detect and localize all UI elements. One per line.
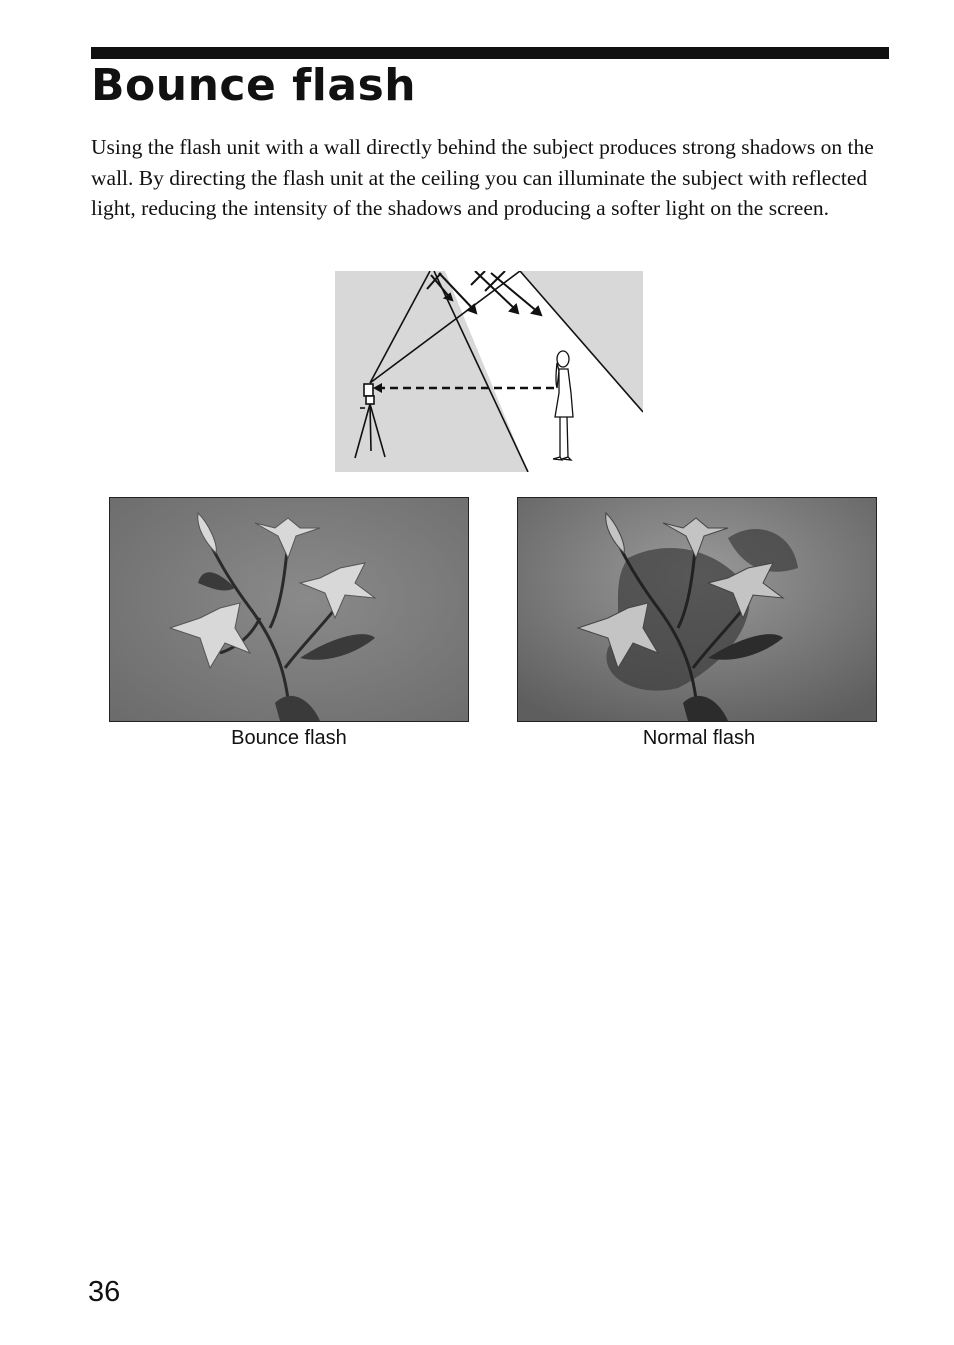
bounce-flash-photo xyxy=(109,497,469,722)
title-rule xyxy=(91,47,889,59)
bounce-flash-diagram xyxy=(335,271,643,472)
normal-flash-caption: Normal flash xyxy=(642,727,756,749)
bounce-flash-caption: Bounce flash xyxy=(231,727,347,749)
normal-flash-photo xyxy=(517,497,877,722)
body-paragraph: Using the flash unit with a wall directly behind the subject produces strong shadows on the wall. By directing the flash unit at the ceiling you can illuminate the subject with reflected light, reducing the intensity of the shadows and producing a softer light on the screen. xyxy=(91,135,874,220)
page-number: 36 xyxy=(88,1276,121,1308)
page-title: Bounce flash xyxy=(91,60,417,111)
